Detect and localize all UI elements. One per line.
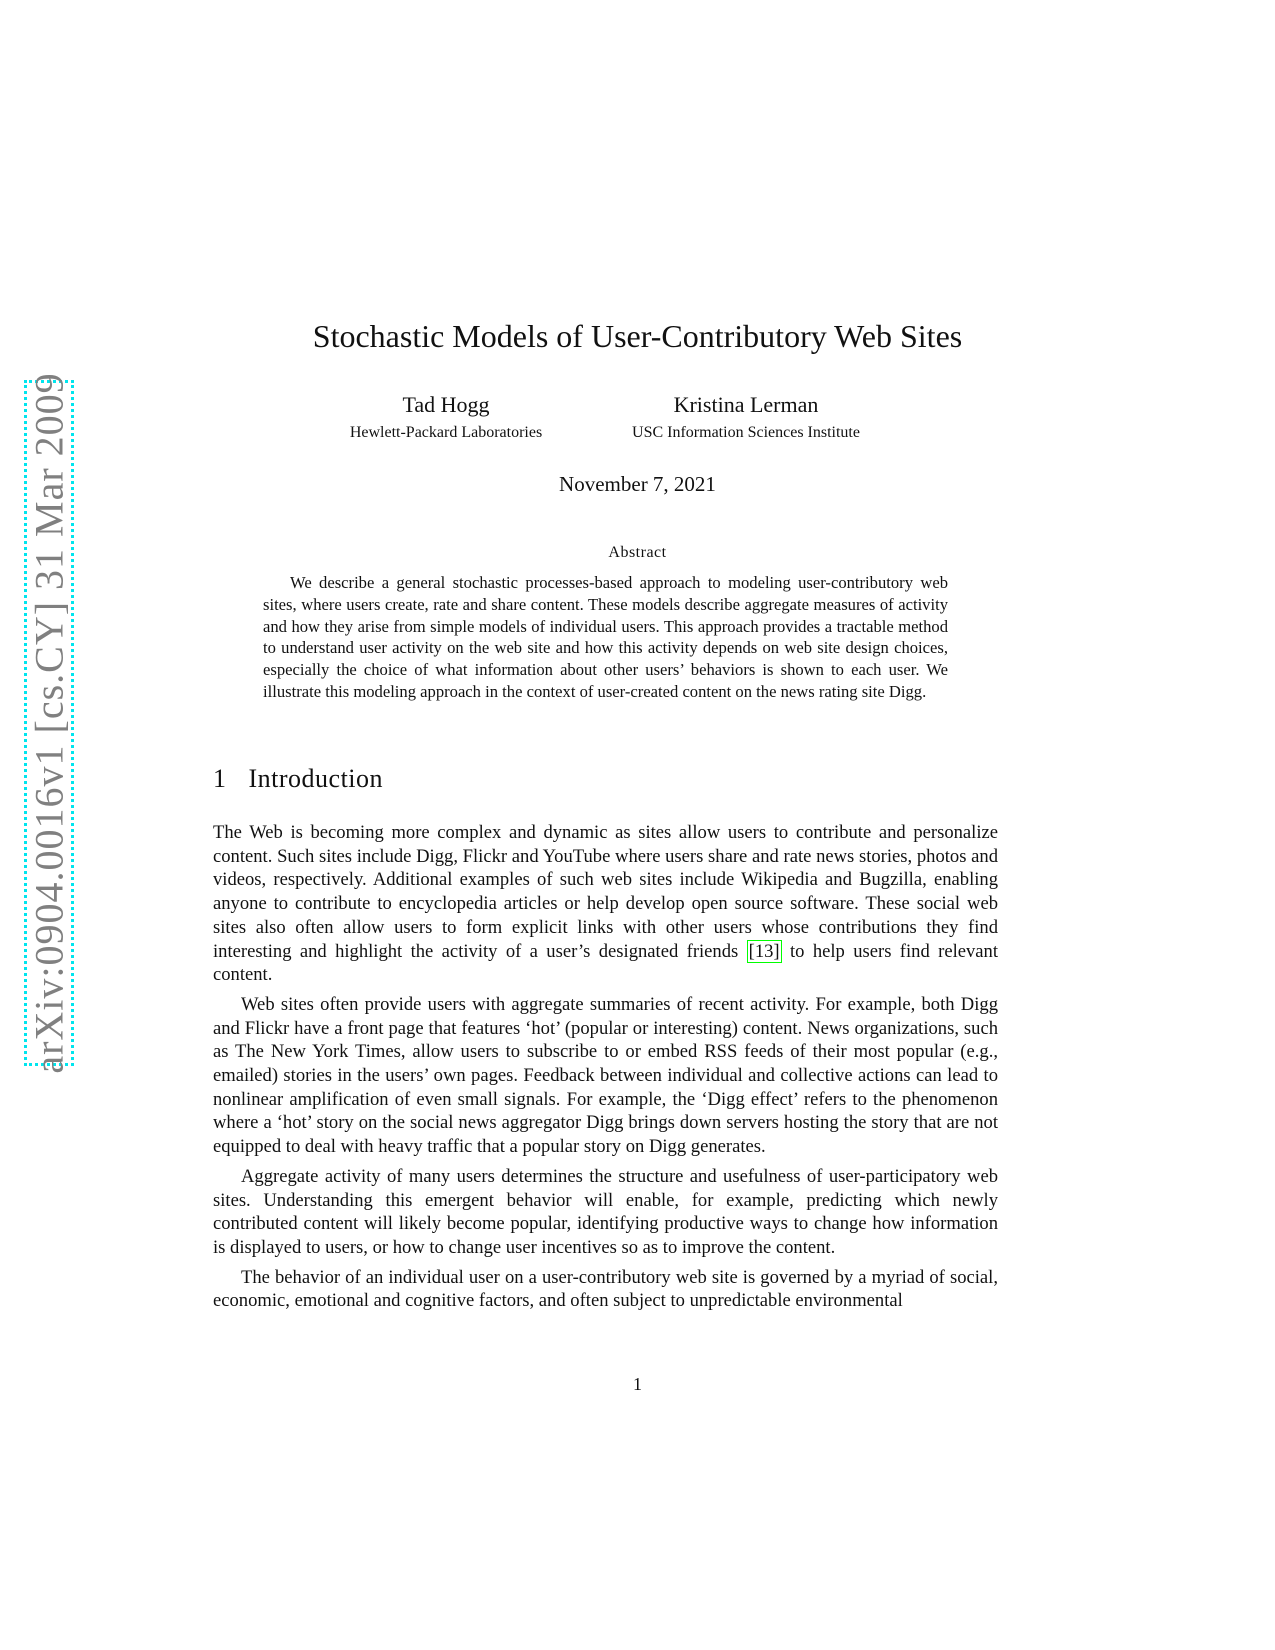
author-affiliation: USC Information Sciences Institute: [632, 424, 860, 441]
section-title: Introduction: [248, 764, 384, 793]
section-number: 1: [213, 764, 227, 793]
author-block: [286, 392, 606, 442]
page-number: 1: [633, 1374, 642, 1394]
paragraph: Aggregate activity of many users determines the structure and usefulness of user-participatory web sites. Understanding this emergent behavior will enable, for example, predicting which newly contributed content will likely become popular, identifying productive ways to change how information is displayed to users, or how to change user incentives so as to improve the content.: [213, 1165, 998, 1258]
abstract-heading: Abstract: [608, 544, 667, 561]
section-heading: [213, 764, 383, 794]
author-name: Kristina Lerman: [673, 392, 819, 417]
author-affiliation: Hewlett-Packard Laboratories: [349, 424, 543, 441]
abstract-text: We describe a general stochastic processes-based approach to modeling user-contributory web sites, where users create, rate and share content. These models describe aggregate measures of activity and how they arise from simple models of individual users. This approach provides a tractable method to understand user activity on the web site and how this activity depends on web site design choices, especially the choice of what information about other users’ behaviors is shown to each user. We illustrate this modeling approach in the context of user-created content on the news rating site Digg.: [263, 573, 948, 701]
author-block: [586, 392, 906, 442]
citation-link[interactable]: [13]: [748, 940, 780, 962]
paper-date: November 7, 2021: [559, 472, 716, 496]
paragraph: [213, 821, 998, 987]
arxiv-identifier: arXiv:0904.0016v1 [cs.CY] 31 Mar 2009: [26, 372, 72, 1074]
paper-title: Stochastic Models of User-Contributory Web Sites: [312, 318, 963, 354]
body-text: [213, 821, 998, 1319]
paragraph: Web sites often provide users with aggregate summaries of recent activity. For example, both Digg and Flickr have a front page that features ‘hot’ (popular or interesting) content. News organizations, such as The New York Times, allow users to subscribe to or embed RSS feeds of their most popular (e.g., emailed) stories in the users’ own pages. Feedback between individual and collective actions can lead to nonlinear amplification of even small signals. For example, the ‘Digg effect’ refers to the phenomenon where a ‘hot’ story on the social news aggregator Digg brings down servers hosting the story that are not equipped to deal with heavy traffic that a popular story on Digg generates.: [213, 993, 998, 1158]
author-name: Tad Hogg: [402, 392, 490, 417]
paragraph-text: The Web is becoming more complex and dynamic as sites allow users to contribute and personalize content. Such sites include Digg, Flickr and YouTube where users share and rate news stories, photos and videos, respectively. Additional examples of such web sites include Wikipedia and Bugzilla, enabling anyone to contribute to encyclopedia articles or help develop open source software. These social web sites also often allow users to form explicit links with other users whose contributions they find interesting and highlight the activity of a user’s designated friends: [213, 822, 998, 962]
paragraph: The behavior of an individual user on a user-contributory web site is governed by a myriad of social, economic, emotional and cognitive factors, and often subject to unpredictable environmental: [213, 1266, 998, 1312]
paragraph-text: to help users find relevant content.: [213, 940, 998, 986]
